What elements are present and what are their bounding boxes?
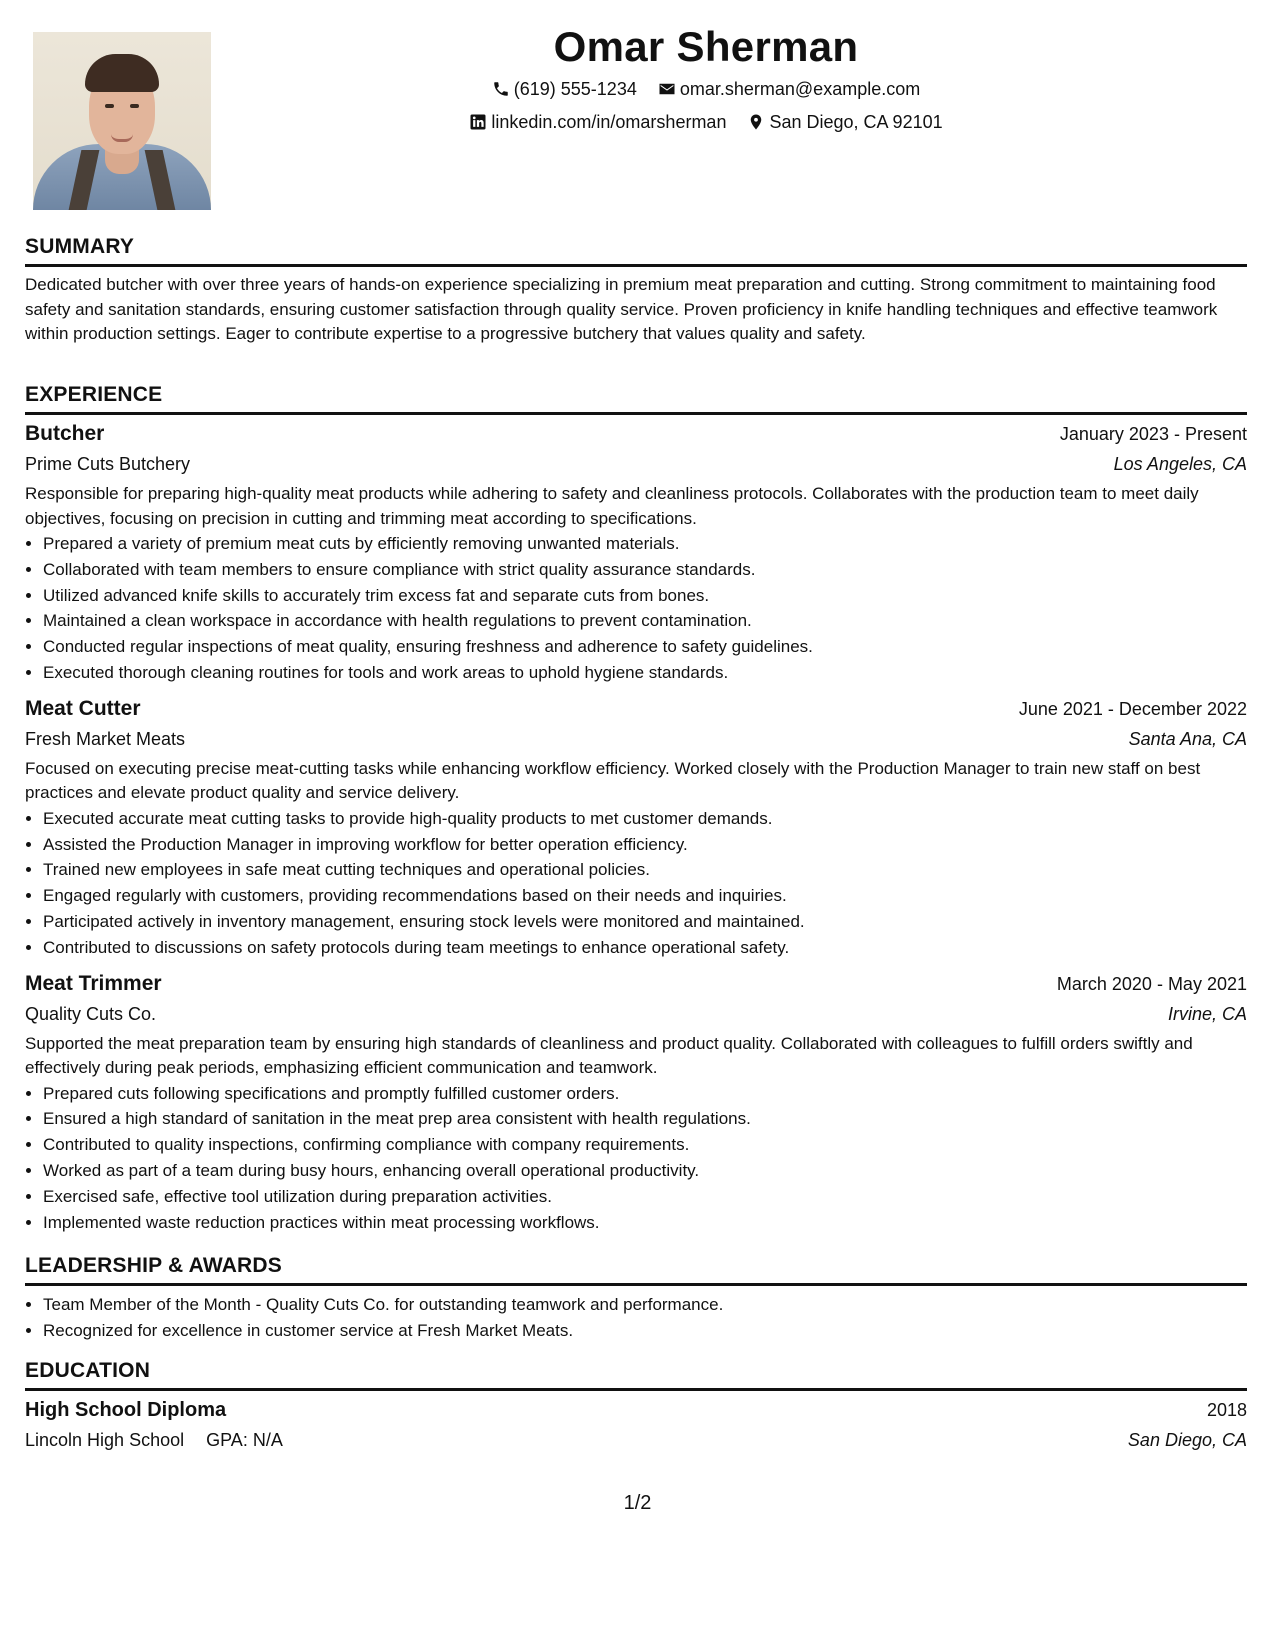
section-title-summary: SUMMARY — [25, 232, 1247, 267]
location-contact — [747, 107, 942, 137]
job-location: Los Angeles, CA — [1113, 454, 1247, 474]
job-entry — [25, 969, 1247, 1236]
job-bullets — [25, 1081, 1247, 1236]
job-dates: March 2020 - May 2021 — [1056, 973, 1247, 994]
summary-section — [25, 232, 1247, 347]
list-item: • Worked as part of a team during busy hours, enhancing overall operational productivity. — [43, 1158, 1247, 1184]
awards-section — [25, 1251, 1247, 1344]
job-title: Meat Trimmer — [25, 971, 162, 995]
list-item: • Maintained a clean workspace in accordance with health regulations to prevent contamination. — [43, 608, 1247, 634]
education-degree: High School Diploma — [25, 1399, 227, 1421]
job-bullets — [25, 531, 1247, 686]
job-description: Responsible for preparing high-quality meat products while adhering to safety and cleanliness protocols. Collaborates with the production team to meet daily objectives, focusing on precision in cutting and trimming meat according to specifications. — [25, 484, 1199, 528]
location-text: San Diego, CA 92101 — [769, 112, 943, 132]
list-item: • Conducted regular inspections of meat quality, ensuring freshness and adherence to safety guidelines. — [43, 634, 1247, 660]
section-title-education: EDUCATION — [25, 1356, 1247, 1391]
candidate-name: Omar Sherman — [553, 23, 859, 70]
list-item: • Contributed to discussions on safety protocols during team meetings to enhance operational safety. — [43, 935, 1247, 961]
list-item: • Team Member of the Month - Quality Cuts Co. for outstanding teamwork and performance. — [43, 1292, 1247, 1318]
list-item: • Ensured a high standard of sanitation in the meat prep area consistent with health regulations. — [43, 1106, 1247, 1132]
job-dates: June 2021 - December 2022 — [1018, 698, 1247, 719]
list-item: • Implemented waste reduction practices within meat processing workflows. — [43, 1210, 1247, 1236]
education-school: Lincoln High School — [25, 1430, 185, 1450]
job-bullets — [25, 806, 1247, 961]
list-item: • Executed accurate meat cutting tasks to provide high-quality products to met customer demands. — [43, 806, 1247, 832]
list-item: • Prepared cuts following specifications and promptly fulfilled customer orders. — [43, 1081, 1247, 1107]
job-company: Quality Cuts Co. — [25, 1003, 157, 1024]
awards-list — [25, 1292, 1247, 1344]
list-item: • Trained new employees in safe meat cutting techniques and operational policies. — [43, 857, 1247, 883]
map-pin-icon — [747, 113, 765, 131]
page-number: 1/2 — [623, 1492, 652, 1514]
education-gpa: GPA: N/A — [206, 1430, 283, 1450]
linkedin-text: linkedin.com/in/omarsherman — [491, 112, 727, 132]
job-location: Santa Ana, CA — [1128, 728, 1247, 749]
job-description: Supported the meat preparation team by ensuring high standards of cleanliness and product quality. Collaborated with colleagues to fulfill orders swiftly and effectively during peak periods, emphasizing efficient communication and teamwork. — [25, 1033, 1193, 1078]
job-title: Meat Cutter — [25, 696, 141, 720]
phone-contact[interactable] — [492, 74, 637, 104]
education-location: San Diego, CA — [1127, 1430, 1247, 1450]
linkedin-icon — [469, 113, 487, 131]
list-item: • Executed thorough cleaning routines for tools and work areas to uphold hygiene standards. — [43, 660, 1247, 686]
section-title-awards: LEADERSHIP & AWARDS — [25, 1251, 1247, 1286]
email-text: omar.sherman@example.com — [679, 79, 921, 99]
list-item: • Assisted the Production Manager in improving workflow for better operation efficiency. — [43, 832, 1247, 858]
job-title: Butcher — [25, 422, 105, 445]
job-entry — [25, 694, 1247, 961]
list-item: • Engaged regularly with customers, providing recommendations based on their needs and inquiries. — [43, 883, 1247, 909]
job-description: Focused on executing precise meat-cutting tasks while enhancing workflow efficiency. Worked closely with the Production Manager to train new staff on best practices and elevate product quality and service delivery. — [25, 758, 1201, 803]
phone-text: (619) 555-1234 — [513, 79, 637, 99]
linkedin-contact[interactable] — [469, 107, 726, 137]
job-dates: January 2023 - Present — [1059, 424, 1247, 444]
section-title-experience: EXPERIENCE — [25, 380, 1247, 415]
job-company: Prime Cuts Butchery — [25, 454, 191, 474]
summary-text: Dedicated butcher with over three years of hands-on experience specializing in premium meat preparation and cutting. Strong commitment to maintaining food safety and sanitation standards, ensuring customer satisfaction through quality service. Proven proficiency in knife handling techniques and effective teamwork within production settings. Eager to contribute expertise to a progressive butchery that values quality and safety. — [25, 275, 1218, 343]
contact-row-1 — [25, 74, 1247, 107]
job-company: Fresh Market Meats — [25, 728, 186, 749]
list-item: • Participated actively in inventory management, ensuring stock levels were monitored and maintained. — [43, 909, 1247, 935]
list-item: • Collaborated with team members to ensure compliance with strict quality assurance standards. — [43, 557, 1247, 583]
resume-header — [25, 20, 1247, 140]
job-location: Irvine, CA — [1167, 1003, 1247, 1024]
phone-icon — [492, 80, 510, 98]
list-item: • Prepared a variety of premium meat cuts by efficiently removing unwanted materials. — [43, 531, 1247, 557]
experience-section — [25, 380, 1247, 1235]
job-entry — [25, 419, 1247, 686]
education-section — [25, 1356, 1247, 1455]
education-school-line — [25, 1425, 283, 1455]
email-contact[interactable] — [658, 74, 920, 104]
list-item: • Exercised safe, effective tool utilization during preparation activities. — [43, 1184, 1247, 1210]
envelope-icon — [658, 80, 676, 98]
education-year: 2018 — [1206, 1400, 1247, 1420]
contact-row-2 — [25, 107, 1247, 140]
list-item: • Contributed to quality inspections, confirming compliance with company requirements. — [43, 1132, 1247, 1158]
list-item: • Recognized for excellence in customer service at Fresh Market Meats. — [43, 1318, 1247, 1344]
list-item: • Utilized advanced knife skills to accurately trim excess fat and separate cuts from bones. — [43, 583, 1247, 609]
